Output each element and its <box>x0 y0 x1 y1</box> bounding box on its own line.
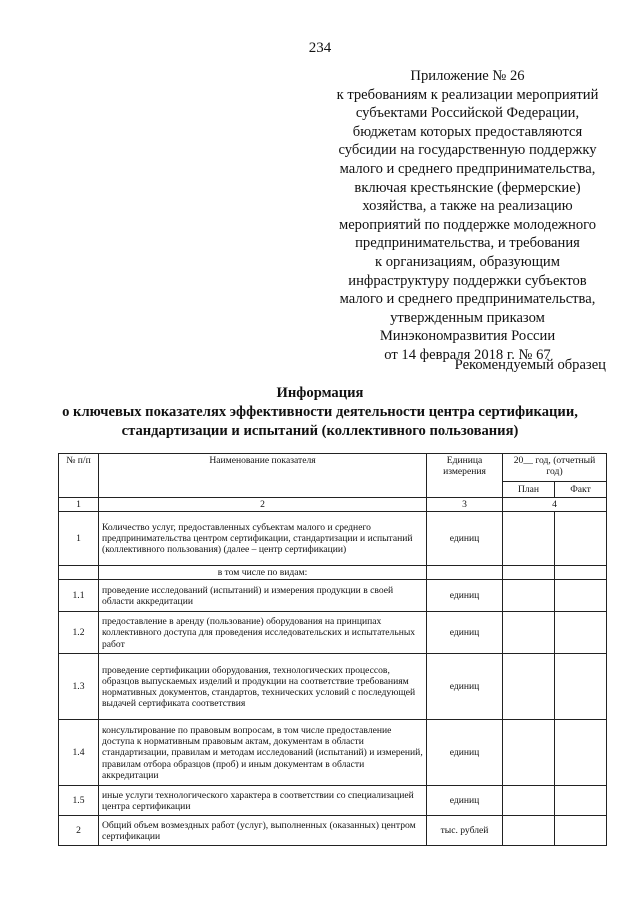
recommended-sample-label: Рекомендуемый образец <box>454 357 606 373</box>
heading-title: Информация <box>276 385 364 401</box>
row-name: иные услуги технологического характера в соответствии со специализацией центра сертификации <box>99 786 427 816</box>
appendix-line: мероприятий по поддержке молодежного <box>338 216 597 233</box>
plan-cell <box>503 720 555 786</box>
appendix-line: к требованиям к реализации мероприятий <box>336 86 599 103</box>
row-name: в том числе по видам: <box>99 566 427 580</box>
row-num <box>59 566 99 580</box>
row-name: Общий объем возмездных работ (услуг), выполненных (оказанных) центром сертификации <box>99 816 427 846</box>
appendix-line: субъектами Российской Федерации, <box>355 105 580 122</box>
indicators-table <box>58 453 607 846</box>
table-row <box>59 580 607 612</box>
row-num: 1.1 <box>59 580 99 612</box>
row-num: 2 <box>59 816 99 846</box>
table-row <box>59 816 607 846</box>
fact-cell <box>555 654 607 720</box>
appendix-line: инфраструктуру поддержки субъектов <box>348 272 587 289</box>
row-num: 1.2 <box>59 612 99 654</box>
column-number: 2 <box>99 498 427 512</box>
table-row <box>59 786 607 816</box>
appendix-block <box>300 67 635 365</box>
row-unit: тыс. рублей <box>427 816 503 846</box>
appendix-line: малого и среднего предпринимательства, <box>339 291 596 308</box>
column-number-row <box>59 498 607 512</box>
appendix-line: бюджетам которых предоставляются <box>352 123 583 140</box>
row-num: 1.4 <box>59 720 99 786</box>
appendix-line: Приложение № 26 <box>410 68 525 84</box>
appendix-line: предпринимательства, и требования <box>355 235 580 252</box>
row-name: предоставление в аренду (пользование) оборудования на принципах коллективного доступа для проведения исследовательских и испытательных работ <box>99 612 427 654</box>
row-name: Количество услуг, предоставленных субъектам малого и среднего предпринимательства центром сертификации, стандартизации и испытаний (коллективного пользования) (далее – центр сертификации) <box>99 512 427 566</box>
table-row <box>59 512 607 566</box>
appendix-line: субсидии на государственную поддержку <box>338 142 597 159</box>
fact-cell <box>555 612 607 654</box>
column-number: 3 <box>427 498 503 512</box>
appendix-line: к организациям, образующим <box>375 253 560 270</box>
row-name: консультирование по правовым вопросам, в том числе предоставление доступа к нормативным правовым актам, документам в области стандартизации, правилам и методам исследований (испытаний) и измерений, правилам отбора образцов (проб) и иным документам в области аккредитации <box>99 720 427 786</box>
header-plan: План <box>503 482 555 498</box>
plan-cell <box>503 786 555 816</box>
row-unit: единиц <box>427 786 503 816</box>
header-num: № п/п <box>59 454 99 498</box>
table-header-row <box>59 454 607 482</box>
row-num: 1.5 <box>59 786 99 816</box>
column-number: 4 <box>503 498 607 512</box>
appendix-line: включая крестьянские (фермерские) <box>354 179 581 196</box>
plan-cell <box>503 612 555 654</box>
header-fact: Факт <box>555 482 607 498</box>
plan-cell <box>503 580 555 612</box>
table-row <box>59 720 607 786</box>
fact-cell <box>555 566 607 580</box>
header-unit: Единица измерения <box>427 454 503 498</box>
fact-cell <box>555 580 607 612</box>
row-unit: единиц <box>427 612 503 654</box>
row-name: проведение сертификации оборудования, технологических процессов, образцов выпускаемых изделий и продукции на соответствие требованиям нормативных документов, стандартов, технических условий с последующей выдачей сертификата соответствия <box>99 654 427 720</box>
fact-cell <box>555 720 607 786</box>
fact-cell <box>555 512 607 566</box>
plan-cell <box>503 512 555 566</box>
header-name: Наименование показателя <box>99 454 427 498</box>
row-name: проведение исследований (испытаний) и измерения продукции в своей области аккредитации <box>99 580 427 612</box>
heading-line: стандартизации и испытаний (коллективного пользования) <box>121 423 519 439</box>
row-num: 1 <box>59 512 99 566</box>
header-year: 20__ год, (отчетный год) <box>503 454 607 482</box>
table-row <box>59 566 607 580</box>
appendix-line: утвержденным приказом <box>390 309 545 326</box>
row-unit: единиц <box>427 654 503 720</box>
row-unit: единиц <box>427 512 503 566</box>
column-number: 1 <box>59 498 99 512</box>
table-row <box>59 612 607 654</box>
row-unit: единиц <box>427 720 503 786</box>
appendix-line: Минэкономразвития России <box>379 328 556 345</box>
row-unit <box>427 566 503 580</box>
row-unit: единиц <box>427 580 503 612</box>
appendix-line: хозяйства, а также на реализацию <box>362 198 573 215</box>
plan-cell <box>503 816 555 846</box>
document-heading <box>0 384 640 441</box>
row-num: 1.3 <box>59 654 99 720</box>
page-number: 234 <box>308 40 332 56</box>
plan-cell <box>503 566 555 580</box>
fact-cell <box>555 816 607 846</box>
appendix-line: малого и среднего предпринимательства, <box>339 160 596 177</box>
table-row <box>59 654 607 720</box>
plan-cell <box>503 654 555 720</box>
heading-line: о ключевых показателях эффективности деятельности центра сертификации, <box>62 404 578 420</box>
appendix-line: от 14 февраля 2018 г. № 67 <box>384 346 551 363</box>
fact-cell <box>555 786 607 816</box>
